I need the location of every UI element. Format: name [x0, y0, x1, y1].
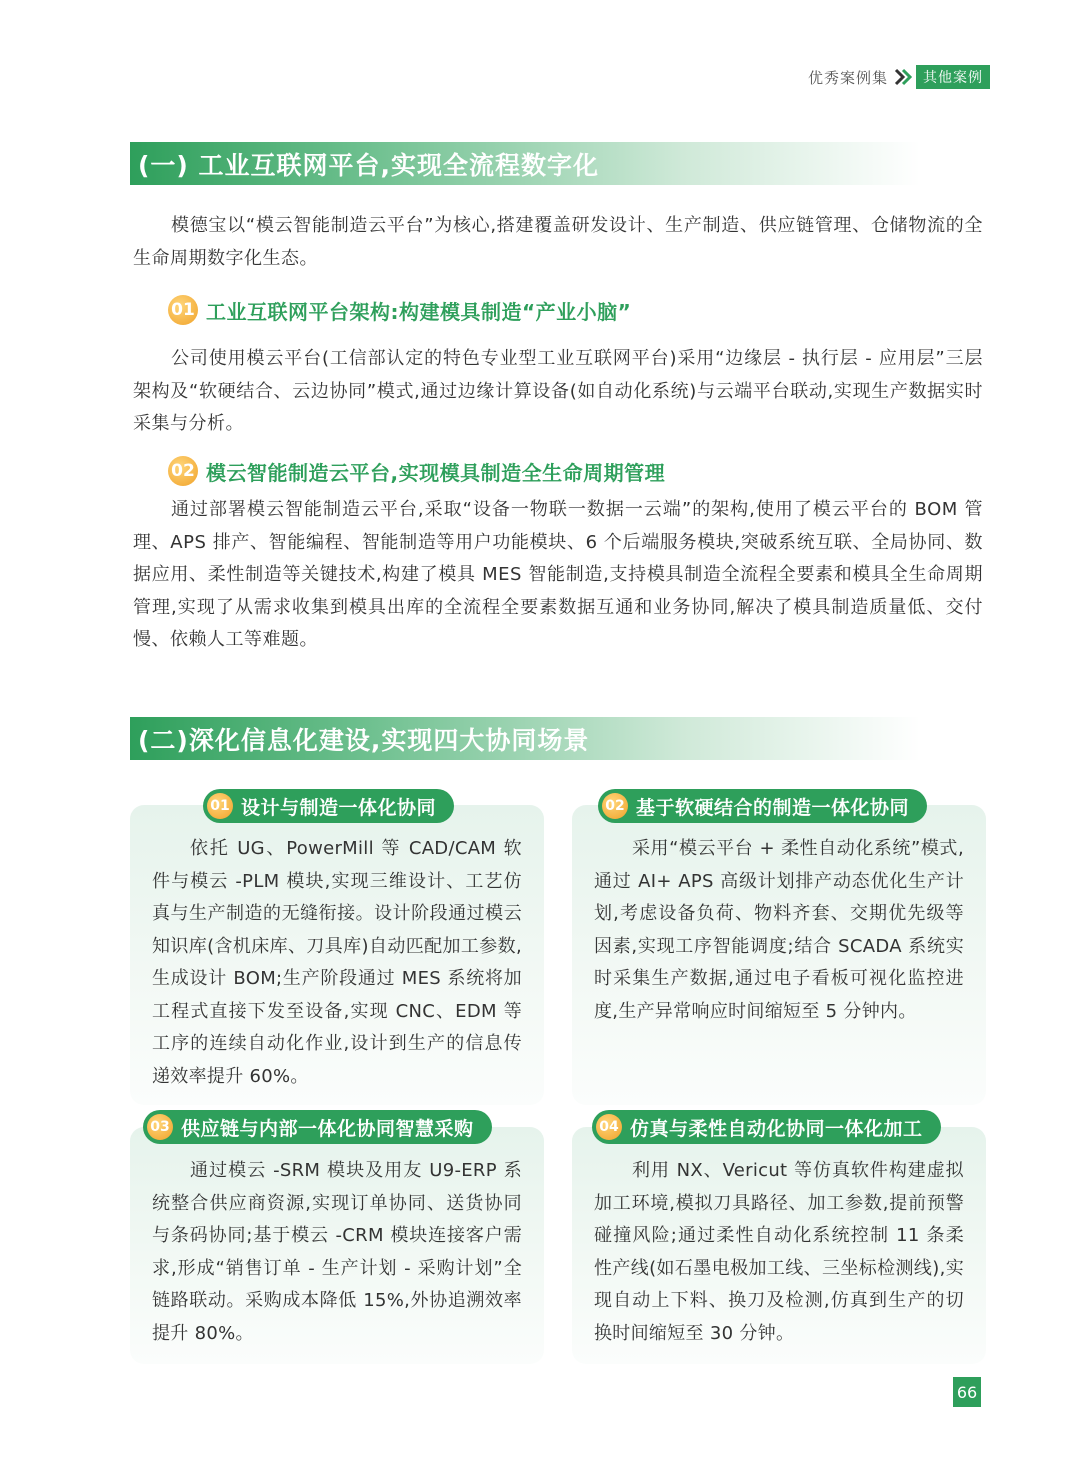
section1-item1-heading: [168, 295, 631, 325]
card-number-badge: 04: [596, 1114, 622, 1140]
section1-item2-heading: [168, 456, 665, 486]
item-number-badge: 02: [168, 456, 198, 486]
item-title: 工业互联网平台架构:构建模具制造“产业小脑”: [206, 299, 632, 324]
card-title: 设计与制造一体化协同: [241, 796, 437, 819]
page-header: [808, 66, 990, 88]
card-text: 采用“模云平台 + 柔性自动化系统”模式,通过 AI+ APS 高级计划排产动态优化生产计划,考虑设备负荷、物料齐套、交期优先级等因素,实现工序智能调度;结合 SCADA 系统实时采集生产数据,通过电子看板可视化监控进度,生产异常响应时间缩短至 5 分钟内。: [594, 838, 964, 1022]
card-text: 利用 NX、Vericut 等仿真软件构建虚拟加工环境,模拟刀具路径、加工参数,提前预警碰撞风险;通过柔性自动化系统控制 11 条柔性产线(如石墨电极加工线、三坐标检测线),实现自动上下料、换刀及检测,仿真到生产的切换时间缩短至 30 分钟。: [594, 1160, 964, 1344]
card-title: 基于软硬结合的制造一体化协同: [636, 796, 910, 819]
scenario-card-4: [572, 1127, 986, 1364]
header-collection: 优秀案例集: [807, 68, 888, 87]
section1-item2-text: 通过部署模云智能制造云平台,采取“设备一物联一数据一云端”的架构,使用了模云平台的 BOM 管理、APS 排产、智能编程、智能制造等用户功能模块、6 个后端服务模块,突破系统互联、全局协同、数据应用、柔性制造等关键技术,构建了模具 MES 智能制造,支持模具制造全流程全要素和模具全生命周期管理,实现了从需求收集到模具出库的全流程全要素数据互通和业务协同,解决了模具制造质量低、交付慢、依赖人工等难题。: [133, 499, 983, 650]
header-category: 其他案例: [916, 65, 990, 89]
section1-intro: 模德宝以“模云智能制造云平台”为核心,搭建覆盖研发设计、生产制造、供应链管理、仓储物流的全生命周期数字化生态。: [133, 215, 983, 269]
card-title: 仿真与柔性自动化协同一体化加工: [630, 1117, 923, 1140]
section2-title: (二)深化信息化建设,实现四大协同场景: [130, 717, 920, 760]
double-chevron-icon: [894, 68, 912, 86]
card-2-heading: [598, 789, 927, 823]
card-number-badge: 01: [207, 793, 233, 819]
card-text: 通过模云 -SRM 模块及用友 U9-ERP 系统整合供应商资源,实现订单协同、送货协同与条码协同;基于模云 -CRM 模块连接客户需求,形成“销售订单 - 生产计划 - 采购计划”全链路联动。采购成本降低 15%,外协追溯效率提升 80%。: [152, 1160, 522, 1344]
scenario-card-3: [130, 1127, 544, 1364]
item-title: 模云智能制造云平台,实现模具制造全生命周期管理: [206, 460, 666, 485]
card-number-badge: 02: [602, 793, 628, 819]
card-title: 供应链与内部一体化协同智慧采购: [181, 1117, 474, 1140]
page-number: 66: [953, 1377, 981, 1407]
card-4-heading: [592, 1110, 941, 1144]
section1-item1-text: 公司使用模云平台(工信部认定的特色专业型工业互联网平台)采用“边缘层 - 执行层 - 应用层”三层架构及“软硬结合、云边协同”模式,通过边缘计算设备(如自动化系统)与云端平台联动,实现生产数据实时采集与分析。: [133, 348, 983, 434]
card-3-heading: [143, 1110, 492, 1144]
card-text: 依托 UG、PowerMill 等 CAD/CAM 软件与模云 -PLM 模块,实现三维设计、工艺仿真与生产制造的无缝衔接。设计阶段通过模云知识库(含机床库、刀具库)自动匹配加工参数,生成设计 BOM;生产阶段通过 MES 系统将加工程式直接下发至设备,实现 CNC、EDM 等工序的连续自动化作业,设计到生产的信息传递效率提升 60%。: [152, 838, 522, 1087]
card-number-badge: 03: [147, 1114, 173, 1140]
item-number-badge: 01: [168, 295, 198, 325]
scenario-card-2: [572, 805, 986, 1105]
card-1-heading: [203, 789, 454, 823]
section1-title: (一) 工业互联网平台,实现全流程数字化: [130, 142, 920, 185]
scenario-card-1: [130, 805, 544, 1105]
